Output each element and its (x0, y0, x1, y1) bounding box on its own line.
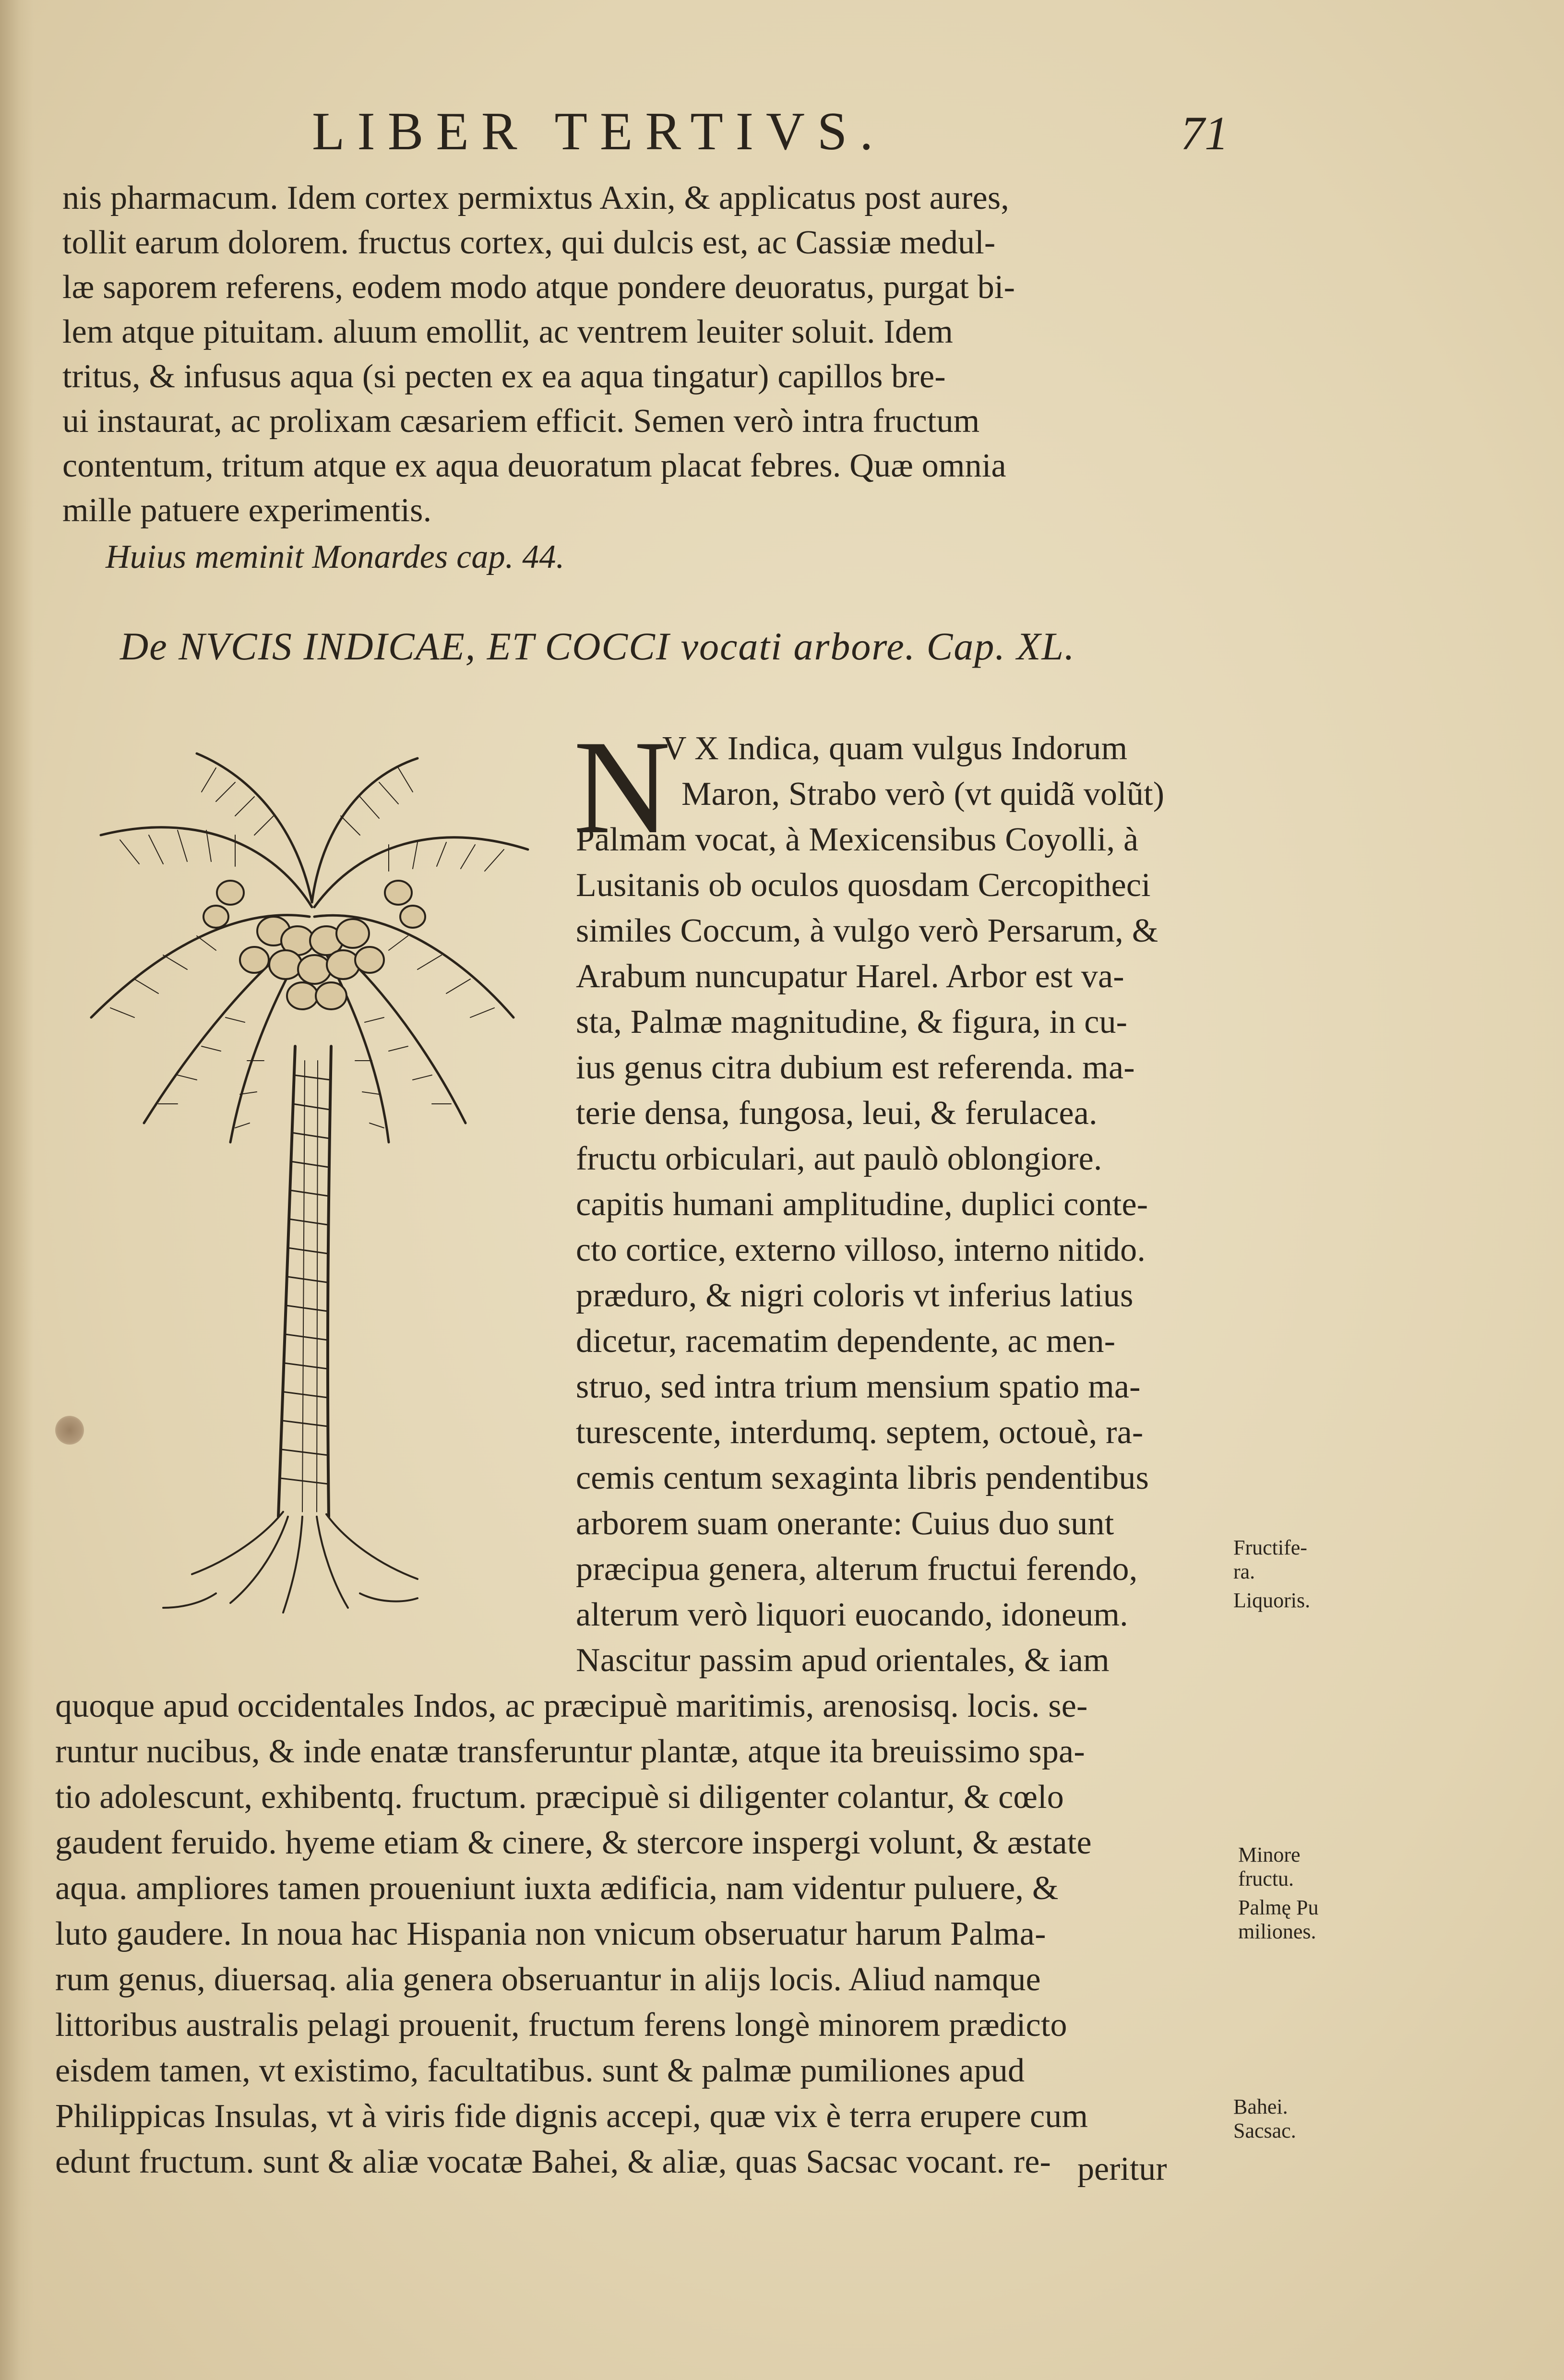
text-line: lem atque pituitam. aluum emollit, ac ventrem leuiter soluit. Idem (62, 313, 954, 350)
margin-note-line: Bahei. (1233, 2095, 1288, 2118)
text-line: tollit earum dolorem. fructus cortex, qui dulcis est, ac Cassiæ medul- (62, 224, 996, 261)
text-line: terie densa, fungosa, leui, & ferulacea. (576, 1095, 1098, 1132)
text-line: tritus, & infusus aqua (si pecten ex ea aqua tingatur) capillos bre- (62, 358, 946, 395)
margin-note-line: fructu. (1238, 1867, 1294, 1890)
text-line: edunt fructum. sunt & aliæ vocatæ Bahei, & aliæ, quas Sacsac vocant. re- (55, 2143, 1051, 2180)
palm-tree-woodcut (72, 749, 542, 1622)
text-line: Arabum nuncupatur Harel. Arbor est va- (576, 958, 1124, 995)
text-line: quoque apud occidentales Indos, ac præcipuè maritimis, arenosisq. locis. se- (55, 1687, 1088, 1724)
text-line: Nascitur passim apud orientales, & iam (576, 1642, 1110, 1679)
text-line: turescente, interdumq. septem, octouè, ra- (576, 1414, 1144, 1451)
binding-gutter (0, 0, 34, 2380)
page-number: 71 (1181, 107, 1229, 160)
paper-stain (55, 1416, 84, 1445)
text-line: V X Indica, quam vulgus Indorum (662, 730, 1128, 767)
text-line: fructu orbiculari, aut paulò oblongiore. (576, 1140, 1102, 1177)
text-line: Maron, Strabo verò (vt quidã volũt) (681, 776, 1165, 813)
text-line: aqua. ampliores tamen proueniunt iuxta ædificia, nam videntur puluere, & (55, 1870, 1059, 1907)
margin-note-line: Liquoris. (1233, 1589, 1311, 1612)
text-line: alterum verò liquori euocando, idoneum. (576, 1596, 1128, 1633)
text-line: capitis humani amplitudine, duplici conte- (576, 1186, 1148, 1223)
text-line: sta, Palmæ magnitudine, & figura, in cu- (576, 1004, 1128, 1041)
margin-note-line: Fructife- (1233, 1536, 1307, 1559)
text-line: præduro, & nigri coloris vt inferius latius (576, 1277, 1134, 1314)
text-line: eisdem tamen, vt existimo, facultatibus. sunt & palmæ pumiliones apud (55, 2052, 1025, 2089)
text-line: tio adolescunt, exhibentq. fructum. præcipuè si diligenter colantur, & cœlo (55, 1779, 1064, 1816)
drop-cap: N (573, 712, 671, 861)
text-line: contentum, tritum atque ex aqua deuoratum placat febres. Quæ omnia (62, 447, 1006, 484)
text-line: runtur nucibus, & inde enatæ transferuntur plantæ, atque ita breuissimo spa- (55, 1733, 1085, 1770)
catchword: peritur (1077, 2151, 1167, 2188)
chapter-heading: De NVCIS INDICAE, ET COCCI vocati arbore. Cap. XL. (120, 624, 1075, 668)
text-line: Philippicas Insulas, vt à viris fide dignis accepi, quæ vix è terra erupere cum (55, 2098, 1088, 2135)
text-line: littoribus australis pelagi prouenit, fructum ferens longè minorem prædicto (55, 2007, 1067, 2044)
text-line: rum genus, diuersaq. alia genera obseruantur in alijs locis. Aliud namque (55, 1961, 1041, 1998)
text-line: læ saporem referens, eodem modo atque pondere deuoratus, purgat bi- (62, 269, 1015, 306)
text-line: ius genus citra dubium est referenda. ma- (576, 1049, 1135, 1086)
text-line: Palmam vocat, à Mexicensibus Coyolli, à (576, 821, 1139, 858)
text-line: dicetur, racematim dependente, ac men- (576, 1323, 1116, 1360)
text-line: præcipua genera, alterum fructui ferendo, (576, 1551, 1138, 1588)
margin-note-line: miliones. (1238, 1920, 1316, 1943)
text-line: luto gaudere. In noua hac Hispania non vnicum obseruatur harum Palma- (55, 1915, 1046, 1952)
text-line: ui instaurat, ac prolixam cæsariem efficit. Semen verò intra fructum (62, 403, 980, 440)
text-line: gaudent feruido. hyeme etiam & cinere, & stercore inspergi volunt, & æstate (55, 1824, 1092, 1861)
text-line: cemis centum sexaginta libris pendentibus (576, 1459, 1149, 1496)
text-line: mille patuere experimentis. (62, 492, 432, 529)
margin-note-line: Minore (1238, 1843, 1301, 1866)
text-line: similes Coccum, à vulgo verò Persarum, & (576, 912, 1158, 949)
running-title: LIBER TERTIVS. (312, 102, 886, 161)
text-line: struo, sed intra trium mensium spatio ma- (576, 1368, 1141, 1405)
margin-note-line: Palmę Pu (1238, 1896, 1319, 1919)
text-line: arborem suam onerante: Cuius duo sunt (576, 1505, 1114, 1542)
margin-note-line: ra. (1233, 1560, 1255, 1583)
margin-note-line: Sacsac. (1233, 2119, 1296, 2142)
text-line: Lusitanis ob oculos quosdam Cercopitheci (576, 867, 1151, 904)
text-line: cto cortice, externo villoso, interno nitido. (576, 1232, 1146, 1268)
reference-line: Huius meminit Monardes cap. 44. (106, 538, 565, 575)
text-line: nis pharmacum. Idem cortex permixtus Axin, & applicatus post aures, (62, 179, 1009, 216)
